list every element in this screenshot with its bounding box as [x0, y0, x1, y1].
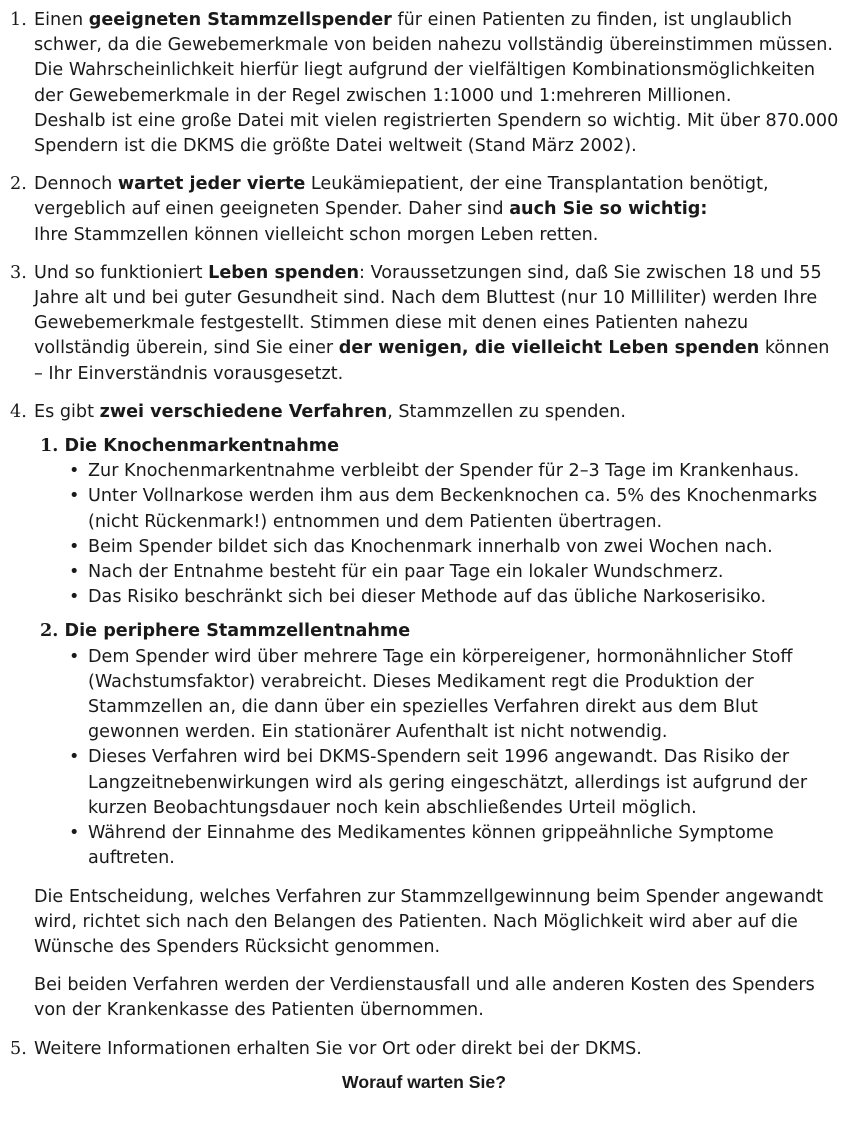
bold-run: geeigneten Stammzellspender [88, 10, 392, 30]
bold-run: wartet jeder vierte [117, 174, 306, 195]
method-title-text: Die periphere Stammzellentnahme [64, 621, 411, 642]
item-1-text [34, 8, 840, 109]
item-3-text [34, 261, 840, 387]
list-item-1 [0, 8, 848, 159]
method-title-text: Die Knochenmarkentnahme [64, 436, 340, 457]
item-number: 4. [10, 401, 27, 422]
paragraph-costs: Bei beiden Verfahren werden der Verdienstausfall und alle anderen Kosten des Spenders von der Krankenkasse des Patienten übernommen. [34, 975, 815, 1021]
item-number: 3. [10, 262, 27, 283]
method-number: 1. [40, 435, 59, 457]
item-number: 1. [10, 10, 27, 30]
text-run: Einen [34, 10, 89, 30]
item-1-text-continued: Deshalb ist eine große Datei mit vielen registrierten Spendern so wichtig. Mit über 870.000 Spendern ist die DKMS die größte Datei weltweit (Stand März 2002). [34, 110, 839, 157]
bold-run: zwei verschiedene Verfahren [99, 401, 388, 422]
method-number: 2. [40, 620, 59, 642]
bullet-item: • Das Risiko beschränkt sich bei dieser Methode auf das übliche Narkoserisiko. [88, 585, 842, 610]
method-title [40, 618, 848, 644]
item-number: 5. [10, 1038, 27, 1059]
closing-question: Worauf warten Sie? [342, 1071, 506, 1092]
bold-run: der wenigen, die vielleicht Leben spenden [338, 338, 760, 359]
text-run: für einen Patienten zu finden, ist unglaublich schwer, da die Gewebemerkmale von beiden nahezu vollständig übereinstimmen müssen. Die Wahrscheinlichkeit hierfür liegt aufgrund der vielfältigen Kombinationsmöglichkeiten der Gewebemerkmale in der Regel zwischen 1:1000 und 1:mehreren Millionen. [34, 10, 833, 106]
text-run: Und so funktioniert [34, 262, 209, 283]
bullet-item: • Während der Einnahme des Medikamentes können grippeähnliche Symptome auftreten. [88, 821, 842, 871]
method-title [40, 433, 848, 459]
text-run: Es gibt [34, 401, 100, 422]
list-item-2 [0, 172, 848, 248]
bullet-list [34, 459, 848, 610]
bullet-item: • Zur Knochenmarkentnahme verbleibt der Spender für 2–3 Tage im Krankenhaus. [88, 459, 842, 484]
bullet-item: • Dieses Verfahren wird bei DKMS-Spendern seit 1996 angewandt. Das Risiko der Langzeitnebenwirkungen wird als gering eingeschätzt, allerdings ist aufgrund der kurzen Beobachtungsdauer noch kein abschließendes Urteil möglich. [88, 745, 842, 821]
bullet-list [34, 645, 848, 872]
bullet-item: • Dem Spender wird über mehrere Tage ein körpereigener, hormonähnlicher Stoff (Wachstumsfaktor) verabreicht. Dieses Medikament regt die Produktion der Stammzellen an, die dann über ein spezielles Verfahren direkt aus dem Blut gewonnen werden. Ein stationärer Aufenthalt ist nicht notwendig. [88, 645, 842, 746]
method-knochenmark [0, 433, 848, 610]
text-run: können – Ihr Einverständnis vorausgesetzt. [34, 338, 830, 384]
document-page [0, 8, 848, 1095]
list-item-5 [0, 1037, 848, 1062]
bold-run: Leben spenden [208, 262, 360, 283]
bullet-item: • Unter Vollnarkose werden ihm aus dem Beckenknochen ca. 5% des Knochenmarks (nicht Rückenmark!) entnommen und dem Patienten übertragen. [88, 484, 842, 534]
text-run: Dennoch [34, 174, 118, 195]
text-run: , Stammzellen zu spenden. [387, 401, 626, 422]
item-4-text [34, 400, 840, 425]
list-item-3 [0, 261, 848, 387]
paragraph-decision: Die Entscheidung, welches Verfahren zur Stammzellgewinnung beim Spender angewandt wird, richtet sich nach den Belangen des Patienten. Nach Möglichkeit wird aber auf die Wünsche des Spenders Rücksicht genommen. [34, 886, 824, 957]
item-2-text-continued: Ihre Stammzellen können vielleicht schon morgen Leben retten. [34, 224, 599, 245]
bullet-item: • Nach der Entnahme besteht für ein paar Tage ein lokaler Wundschmerz. [88, 560, 842, 585]
text-run: : Voraussetzungen sind, daß Sie zwischen 18 und 55 Jahre alt und bei guter Gesundheit sind. Nach dem Bluttest (nur 10 Milliliter) werden Ihre Gewebemerkmale festgestellt. Stimmen diese mit denen eines Patienten nahezu vollständig überein, sind Sie einer [34, 262, 822, 359]
list-item-4 [0, 400, 848, 425]
method-periphere-stammzellen [0, 618, 848, 871]
bold-run: auch Sie so wichtig: [509, 199, 708, 220]
item-number: 2. [10, 174, 27, 195]
item-5-text: Weitere Informationen erhalten Sie vor Ort oder direkt bei der DKMS. [34, 1038, 642, 1059]
item-2-text [34, 172, 840, 222]
bullet-item: • Beim Spender bildet sich das Knochenmark innerhalb von zwei Wochen nach. [88, 535, 842, 560]
text-run: Leukämiepatient, der eine Transplantation benötigt, vergeblich auf einen geeigneten Spender. Daher sind [34, 174, 769, 220]
